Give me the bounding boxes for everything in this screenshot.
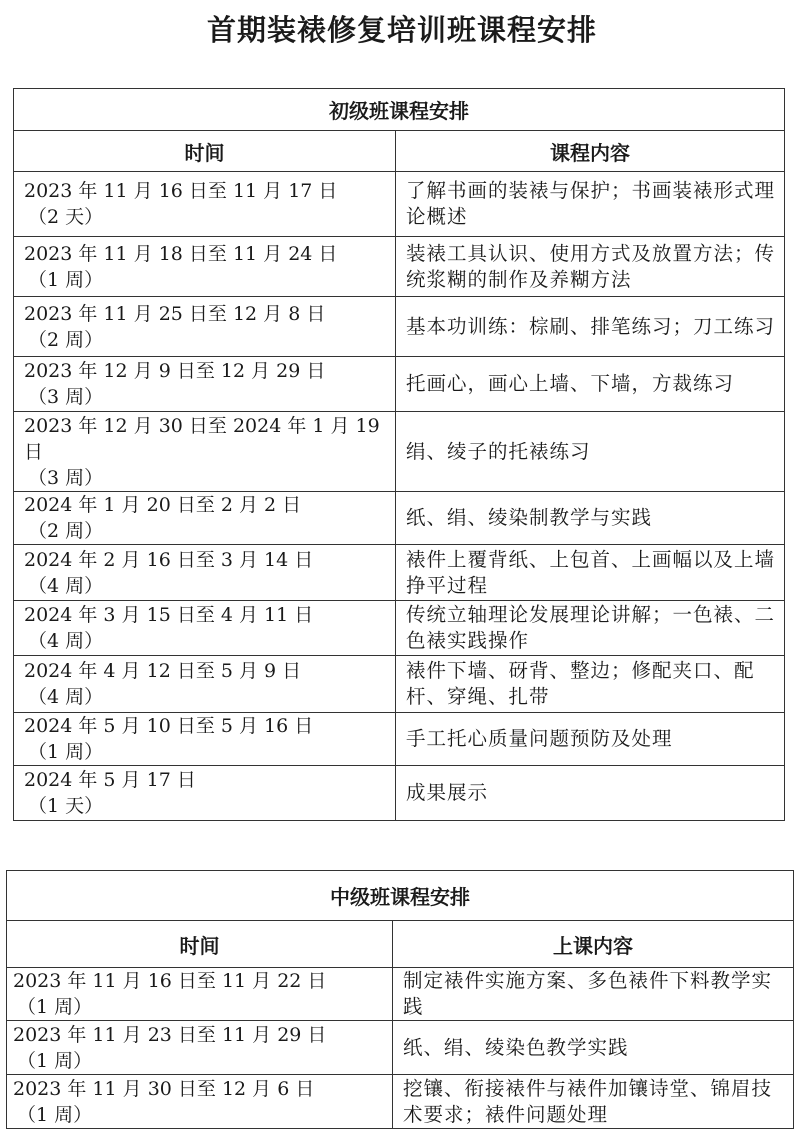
time-cell [14, 237, 396, 297]
column-header-content: 课程内容 [396, 131, 785, 172]
time-cell [7, 968, 393, 1021]
time-cell [14, 766, 396, 821]
duration: （3 周） [28, 466, 104, 489]
date-range: 2023 年 11 月 23 日至 11 月 29 日 [13, 1023, 327, 1046]
content-cell: 成果展示 [396, 766, 785, 821]
time-cell [7, 1075, 393, 1129]
duration: （2 周） [28, 520, 104, 542]
date-range: 2023 年 11 月 25 日至 12 月 8 日 [24, 302, 326, 325]
time-cell [14, 492, 396, 545]
duration: （1 周） [28, 741, 104, 763]
duration: （2 天） [28, 206, 104, 228]
duration: （4 周） [28, 686, 104, 708]
intermediate-schedule-table [6, 870, 794, 1129]
table-row [14, 545, 785, 601]
duration: （3 周） [28, 386, 104, 408]
content-cell: 纸、绢、绫染制教学与实践 [396, 492, 785, 545]
content-cell: 基本功训练：棕刷、排笔练习；刀工练习 [396, 297, 785, 357]
date-range: 2024 年 5 月 17 日 [24, 769, 196, 791]
table-row [7, 968, 794, 1021]
elementary-schedule-table [13, 88, 785, 821]
time-cell [14, 601, 396, 656]
content-cell: 了解书画的装裱与保护；书画装裱形式理论概述 [396, 172, 785, 237]
time-cell [14, 713, 396, 766]
date-range: 2023 年 11 月 16 日至 11 月 17 日 [24, 180, 338, 202]
duration: （1 周） [17, 996, 93, 1018]
duration: （4 周） [28, 574, 104, 597]
duration: （2 周） [28, 328, 104, 351]
date-range: 2024 年 3 月 15 日至 4 月 11 日 [24, 604, 314, 626]
table-caption: 中级班课程安排 [7, 871, 794, 921]
column-header-content: 上课内容 [393, 921, 794, 968]
duration: （1 周） [17, 1049, 93, 1072]
content-cell: 传统立轴理论发展理论讲解；一色裱、二色裱实践操作 [396, 601, 785, 656]
content-cell: 裱件上覆背纸、上包首、上画幅以及上墙挣平过程 [396, 545, 785, 601]
time-cell [14, 172, 396, 237]
date-range: 2024 年 1 月 20 日至 2 月 2 日 [24, 494, 302, 516]
time-cell [14, 545, 396, 601]
column-header-time: 时间 [14, 131, 396, 172]
content-cell: 裱件下墙、砑背、整边；修配夹口、配杆、穿绳、扎带 [396, 656, 785, 713]
time-cell [14, 357, 396, 412]
content-cell: 绢、绫子的托裱练习 [396, 412, 785, 492]
table-row [7, 1021, 794, 1075]
date-range: 2023 年 11 月 30 日至 12 月 6 日 [13, 1077, 315, 1100]
table-row [14, 492, 785, 545]
content-cell: 装裱工具认识、使用方式及放置方法；传统浆糊的制作及养糊方法 [396, 237, 785, 297]
table-row [14, 297, 785, 357]
date-range: 2023 年 11 月 16 日至 11 月 22 日 [13, 970, 327, 992]
duration: （1 周） [17, 1103, 93, 1126]
duration: （4 周） [28, 630, 104, 652]
table-row [14, 172, 785, 237]
time-cell [14, 297, 396, 357]
page-title: 首期装裱修复培训班课程安排 [206, 13, 597, 47]
date-range: 2024 年 2 月 16 日至 3 月 14 日 [24, 548, 314, 571]
time-cell [7, 1021, 393, 1075]
table-row [14, 713, 785, 766]
duration: （1 周） [28, 268, 104, 291]
date-range: 2024 年 5 月 10 日至 5 月 16 日 [24, 715, 314, 737]
table-row [14, 601, 785, 656]
table-caption: 初级班课程安排 [14, 89, 785, 131]
table-row [14, 357, 785, 412]
content-cell: 托画心，画心上墙、下墙，方裁练习 [396, 357, 785, 412]
date-range: 2024 年 4 月 12 日至 5 月 9 日 [24, 660, 302, 682]
content-cell: 制定裱件实施方案、多色裱件下料教学实践 [393, 968, 794, 1021]
content-cell: 纸、绢、绫染色教学实践 [393, 1021, 794, 1075]
content-cell: 手工托心质量问题预防及处理 [396, 713, 785, 766]
date-range: 2023 年 12 月 9 日至 12 月 29 日 [24, 360, 326, 382]
time-cell [14, 412, 396, 492]
table-row [14, 656, 785, 713]
table-row [7, 1075, 794, 1129]
column-header-time: 时间 [7, 921, 393, 968]
duration: （1 天） [28, 795, 104, 817]
date-range: 2023 年 12 月 30 日至 2024 年 1 月 19 日 [24, 414, 380, 463]
table-row [14, 412, 785, 492]
time-cell [14, 656, 396, 713]
table-row [14, 237, 785, 297]
table-row [14, 766, 785, 821]
date-range: 2023 年 11 月 18 日至 11 月 24 日 [24, 242, 338, 265]
content-cell: 挖镶、衔接裱件与裱件加镶诗堂、锦眉技术要求；裱件问题处理 [393, 1075, 794, 1129]
